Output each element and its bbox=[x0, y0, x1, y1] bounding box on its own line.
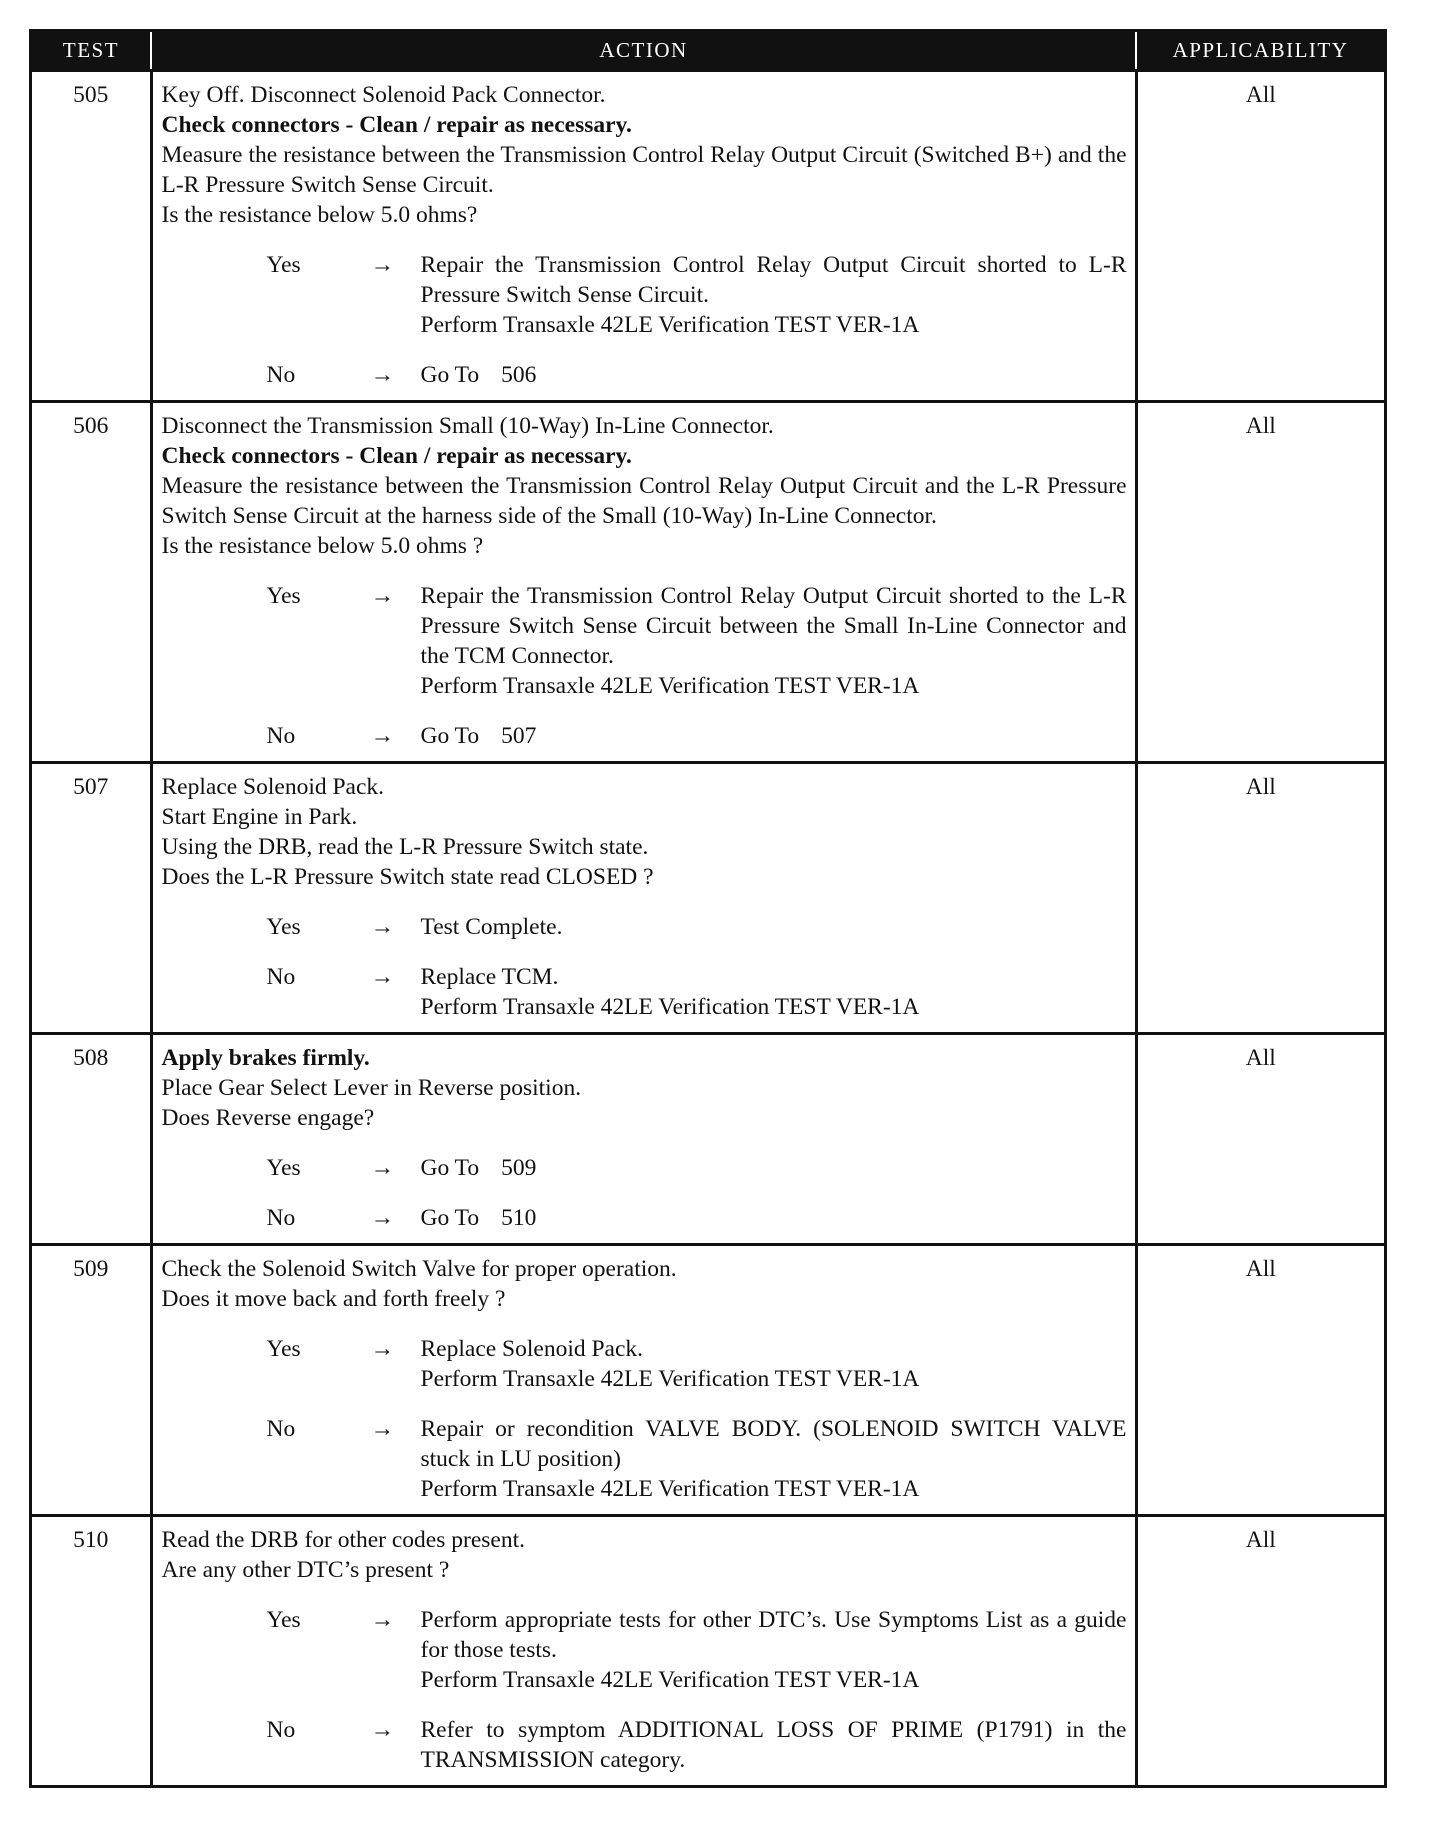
action-instruction: Does Reverse engage? bbox=[161, 1105, 375, 1131]
response-line: Replace TCM. bbox=[420, 964, 559, 990]
goto-target: 507 bbox=[501, 723, 537, 749]
response-line: Repair or recondition VALVE BODY. (SOLENOID SWITCH VALVE stuck in LU position) bbox=[420, 1416, 1127, 1472]
header-test: TEST bbox=[32, 32, 151, 71]
response-text bbox=[421, 1605, 1127, 1695]
applicability-value: All bbox=[1136, 1034, 1384, 1245]
action-instruction: Replace Solenoid Pack. bbox=[161, 774, 385, 800]
table-header bbox=[32, 32, 1384, 71]
test-number: 505 bbox=[32, 71, 151, 402]
action-instruction-bold: Check connectors - Clean / repair as necessary. bbox=[161, 112, 632, 138]
response-label: No bbox=[266, 1717, 296, 1743]
action-instruction: Is the resistance below 5.0 ohms? bbox=[161, 202, 478, 228]
response-yes bbox=[162, 1605, 1127, 1695]
diagnostic-test-table bbox=[29, 29, 1387, 1788]
arrow-glyph: → bbox=[370, 362, 394, 388]
response-no bbox=[162, 1414, 1127, 1504]
response-text bbox=[421, 1715, 1127, 1775]
response-text bbox=[421, 721, 1127, 751]
action-instruction-bold: Check connectors - Clean / repair as necessary. bbox=[161, 443, 632, 469]
arrow-glyph: → bbox=[370, 964, 394, 990]
action-cell bbox=[151, 1034, 1136, 1245]
action-instruction: Is the resistance below 5.0 ohms ? bbox=[161, 533, 484, 559]
arrow-glyph: → bbox=[370, 1336, 394, 1362]
arrow-glyph: → bbox=[370, 252, 394, 278]
action-cell bbox=[151, 71, 1136, 402]
response-label: No bbox=[266, 723, 296, 749]
goto-label: Go To bbox=[420, 1155, 480, 1181]
goto-target: 509 bbox=[501, 1155, 537, 1181]
arrow-glyph: → bbox=[370, 1607, 394, 1633]
action-cell bbox=[151, 763, 1136, 1034]
action-instruction: Place Gear Select Lever in Reverse position. bbox=[161, 1075, 582, 1101]
arrow-right-icon bbox=[371, 721, 421, 751]
action-instruction: Check the Solenoid Switch Valve for proper operation. bbox=[161, 1256, 677, 1282]
response-label: Yes bbox=[266, 914, 301, 940]
table-row bbox=[32, 71, 1384, 402]
response-line: Perform Transaxle 42LE Verification TEST VER-1A bbox=[420, 673, 920, 699]
response-text bbox=[421, 581, 1127, 701]
goto-target: 506 bbox=[501, 362, 537, 388]
arrow-right-icon bbox=[371, 1414, 421, 1504]
table-row bbox=[32, 1034, 1384, 1245]
response-label: Yes bbox=[266, 1336, 301, 1362]
action-instruction: Does it move back and forth freely ? bbox=[161, 1286, 506, 1312]
action-instruction: Does the L-R Pressure Switch state read CLOSED ? bbox=[161, 864, 654, 890]
goto-label: Go To bbox=[420, 723, 480, 749]
response-text bbox=[421, 1414, 1127, 1504]
action-instruction: Start Engine in Park. bbox=[161, 804, 358, 830]
response-text bbox=[421, 912, 1127, 942]
response-label: Yes bbox=[266, 252, 301, 278]
test-number: 508 bbox=[32, 1034, 151, 1245]
applicability-value: All bbox=[1136, 1516, 1384, 1786]
action-instruction: Read the DRB for other codes present. bbox=[161, 1527, 525, 1553]
response-yes bbox=[162, 1153, 1127, 1183]
arrow-right-icon bbox=[371, 581, 421, 701]
response-text bbox=[421, 1203, 1127, 1233]
response-text bbox=[421, 250, 1127, 340]
response-line: Replace Solenoid Pack. bbox=[420, 1336, 644, 1362]
response-line: Perform appropriate tests for other DTC’s. Use Symptoms List as a guide for those tests. bbox=[420, 1607, 1127, 1663]
arrow-right-icon bbox=[371, 1605, 421, 1695]
response-label: Yes bbox=[266, 1607, 301, 1633]
response-yes bbox=[162, 250, 1127, 340]
applicability-value: All bbox=[1136, 402, 1384, 763]
arrow-glyph: → bbox=[370, 1717, 394, 1743]
response-yes bbox=[162, 1334, 1127, 1394]
response-no bbox=[162, 962, 1127, 1022]
response-no bbox=[162, 721, 1127, 751]
response-no bbox=[162, 1203, 1127, 1233]
table-row bbox=[32, 1516, 1384, 1786]
goto-target: 510 bbox=[501, 1205, 537, 1231]
response-text bbox=[421, 1153, 1127, 1183]
response-yes bbox=[162, 912, 1127, 942]
response-label: No bbox=[266, 964, 296, 990]
action-instruction-bold: Apply brakes firmly. bbox=[161, 1045, 370, 1071]
action-cell bbox=[151, 1516, 1136, 1786]
response-line: Perform Transaxle 42LE Verification TEST VER-1A bbox=[420, 312, 920, 338]
response-line: Perform Transaxle 42LE Verification TEST VER-1A bbox=[420, 994, 920, 1020]
action-cell bbox=[151, 402, 1136, 763]
response-label: Yes bbox=[266, 583, 301, 609]
goto-label: Go To bbox=[420, 1205, 480, 1231]
test-number: 506 bbox=[32, 402, 151, 763]
action-instruction: Disconnect the Transmission Small (10-Way) In-Line Connector. bbox=[161, 413, 774, 439]
test-number: 510 bbox=[32, 1516, 151, 1786]
header-action: ACTION bbox=[151, 32, 1136, 71]
arrow-right-icon bbox=[371, 912, 421, 942]
response-text bbox=[421, 962, 1127, 1022]
action-instruction: Using the DRB, read the L-R Pressure Switch state. bbox=[161, 834, 649, 860]
table-row bbox=[32, 1245, 1384, 1516]
response-text bbox=[421, 1334, 1127, 1394]
response-line: Refer to symptom ADDITIONAL LOSS OF PRIME (P1791) in the TRANSMISSION category. bbox=[420, 1717, 1127, 1773]
arrow-glyph: → bbox=[370, 1416, 394, 1442]
action-instruction: Measure the resistance between the Transmission Control Relay Output Circuit (Switched B+) and the L-R Pressure Switch Sense Circuit. bbox=[161, 142, 1127, 198]
response-label: No bbox=[266, 362, 296, 388]
arrow-glyph: → bbox=[370, 1205, 394, 1231]
response-label: No bbox=[266, 1205, 296, 1231]
response-text bbox=[421, 360, 1127, 390]
response-label: Yes bbox=[266, 1155, 301, 1181]
applicability-value: All bbox=[1136, 1245, 1384, 1516]
arrow-right-icon bbox=[371, 1203, 421, 1233]
arrow-right-icon bbox=[371, 962, 421, 1022]
applicability-value: All bbox=[1136, 71, 1384, 402]
applicability-value: All bbox=[1136, 763, 1384, 1034]
test-number: 507 bbox=[32, 763, 151, 1034]
table-row bbox=[32, 763, 1384, 1034]
arrow-right-icon bbox=[371, 360, 421, 390]
header-applicability: APPLICABILITY bbox=[1136, 32, 1384, 71]
arrow-glyph: → bbox=[370, 583, 394, 609]
arrow-glyph: → bbox=[370, 723, 394, 749]
response-line: Test Complete. bbox=[420, 914, 563, 940]
arrow-glyph: → bbox=[370, 1155, 394, 1181]
arrow-right-icon bbox=[371, 1715, 421, 1775]
action-instruction: Measure the resistance between the Transmission Control Relay Output Circuit and the L-R Pressure Switch Sense Circuit at the harness side of the Small (10-Way) In-Line Connector. bbox=[161, 473, 1127, 529]
table-row bbox=[32, 402, 1384, 763]
action-cell bbox=[151, 1245, 1136, 1516]
arrow-right-icon bbox=[371, 1334, 421, 1394]
response-label: No bbox=[266, 1416, 296, 1442]
response-yes bbox=[162, 581, 1127, 701]
response-line: Repair the Transmission Control Relay Output Circuit shorted to L-R Pressure Switch Sense Circuit. bbox=[420, 252, 1127, 308]
action-instruction: Are any other DTC’s present ? bbox=[161, 1557, 450, 1583]
response-line: Perform Transaxle 42LE Verification TEST VER-1A bbox=[420, 1476, 920, 1502]
arrow-glyph: → bbox=[370, 914, 394, 940]
goto-label: Go To bbox=[420, 362, 480, 388]
test-table bbox=[32, 32, 1384, 1785]
response-line: Perform Transaxle 42LE Verification TEST VER-1A bbox=[420, 1667, 920, 1693]
test-number: 509 bbox=[32, 1245, 151, 1516]
response-no bbox=[162, 1715, 1127, 1775]
table-body bbox=[32, 71, 1384, 1786]
action-instruction: Key Off. Disconnect Solenoid Pack Connector. bbox=[161, 82, 606, 108]
arrow-right-icon bbox=[371, 250, 421, 340]
arrow-right-icon bbox=[371, 1153, 421, 1183]
response-line: Repair the Transmission Control Relay Output Circuit shorted to the L-R Pressure Switch Sense Circuit between the Small In-Line Connector and the TCM Connector. bbox=[420, 583, 1127, 669]
response-no bbox=[162, 360, 1127, 390]
response-line: Perform Transaxle 42LE Verification TEST VER-1A bbox=[420, 1366, 920, 1392]
